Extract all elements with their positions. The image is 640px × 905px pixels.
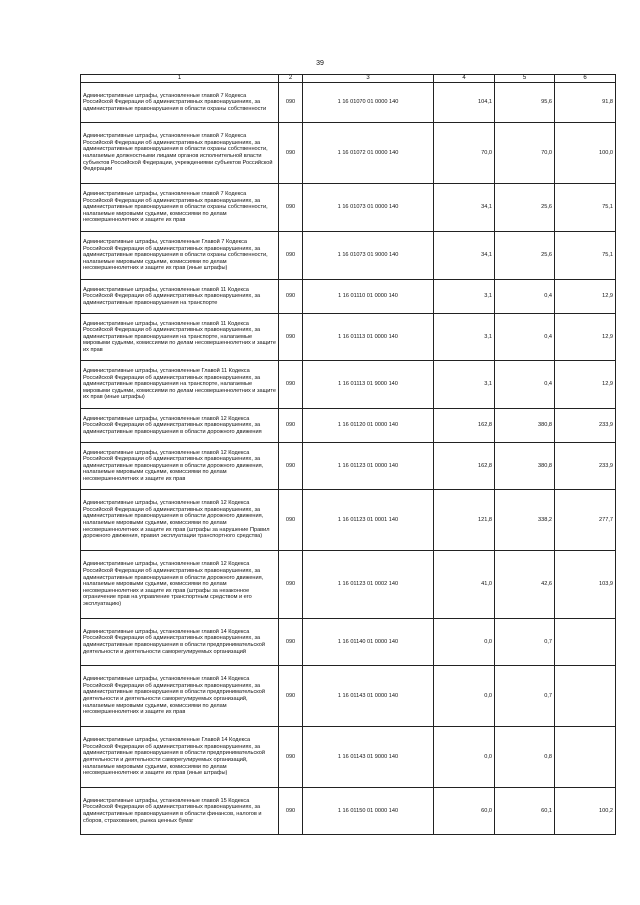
row-description: Административные штрафы, установленные главой 12 Кодекса Российской Федерации об административных правонарушениях, за административные правонарушения в области дорожного движения, налагаемые мировыми судьями, комиссиями по делам несовершеннолетних и защите их прав (штрафы за нарушение Правил дорожного движения, правил эксплуатации транспортного средства) [81, 490, 279, 551]
row-admin-code: 090 [279, 361, 303, 409]
row-description: Административные штрафы, установленные главой 12 Кодекса Российской Федерации об административных правонарушениях, за административные правонарушения в области дорожного движения, налагаемые мировыми судьями, комиссиями по делам несовершеннолетних и защите их прав [81, 443, 279, 490]
row-description: Административные штрафы, установленные главой 11 Кодекса Российской Федерации об административных правонарушениях, за административные правонарушения на транспорте [81, 280, 279, 314]
row-admin-code: 090 [279, 232, 303, 280]
row-admin-code: 090 [279, 314, 303, 361]
row-admin-code: 090 [279, 184, 303, 232]
table-row [81, 361, 616, 409]
row-value-col6: 12,9 [555, 280, 616, 314]
row-value-col6: 233,9 [555, 409, 616, 443]
row-admin-code: 090 [279, 490, 303, 551]
row-value-col6: 12,9 [555, 361, 616, 409]
row-description: Административные штрафы, установленные Главой 11 Кодекса Российской Федерации об административных правонарушениях, за административные правонарушения на транспорте, налагаемые мировыми судьями, комиссиями по делам несовершеннолетних и защите их прав (иные штрафы) [81, 361, 279, 409]
row-value-col5: 25,6 [495, 184, 555, 232]
row-value-col5: 0,4 [495, 314, 555, 361]
row-value-col4: 0,0 [434, 666, 495, 727]
col-header-2: 2 [279, 75, 303, 83]
row-value-col4: 0,0 [434, 619, 495, 666]
row-value-col5: 95,6 [495, 83, 555, 123]
row-value-col5: 0,7 [495, 619, 555, 666]
row-value-col4: 70,0 [434, 123, 495, 184]
row-value-col5: 380,8 [495, 443, 555, 490]
row-kbk-code: 1 16 01140 01 0000 140 [303, 619, 434, 666]
table-row [81, 443, 616, 490]
row-value-col6: 100,2 [555, 788, 616, 835]
table-row [81, 83, 616, 123]
table-row [81, 788, 616, 835]
row-kbk-code: 1 16 01123 01 0002 140 [303, 551, 434, 619]
row-value-col5: 0,4 [495, 361, 555, 409]
column-number-row [81, 75, 616, 83]
row-kbk-code: 1 16 01143 01 9000 140 [303, 727, 434, 788]
row-value-col4: 162,8 [434, 443, 495, 490]
row-value-col6: 12,9 [555, 314, 616, 361]
row-value-col5: 42,6 [495, 551, 555, 619]
row-kbk-code: 1 16 01072 01 0000 140 [303, 123, 434, 184]
row-value-col4: 3,1 [434, 361, 495, 409]
row-value-col5: 70,0 [495, 123, 555, 184]
row-kbk-code: 1 16 01113 01 9000 140 [303, 361, 434, 409]
row-value-col4: 34,1 [434, 232, 495, 280]
table-row [81, 184, 616, 232]
table-row [81, 232, 616, 280]
row-kbk-code: 1 16 01150 01 0000 140 [303, 788, 434, 835]
row-admin-code: 090 [279, 83, 303, 123]
row-admin-code: 090 [279, 619, 303, 666]
row-value-col5: 338,2 [495, 490, 555, 551]
row-description: Административные штрафы, установленные главой 15 Кодекса Российской Федерации об административных правонарушениях, за административные правонарушения в области финансов, налогов и сборов, страхования, рынка ценных бумаг [81, 788, 279, 835]
row-value-col5: 60,1 [495, 788, 555, 835]
row-value-col4: 3,1 [434, 280, 495, 314]
row-value-col6: 233,9 [555, 443, 616, 490]
col-header-6: 6 [555, 75, 616, 83]
table-row [81, 551, 616, 619]
table-row [81, 409, 616, 443]
row-value-col6: 75,1 [555, 184, 616, 232]
row-description: Административные штрафы, установленные главой 12 Кодекса Российской Федерации об административных правонарушениях, за административные правонарушения в области дорожного движения [81, 409, 279, 443]
row-admin-code: 090 [279, 727, 303, 788]
row-kbk-code: 1 16 01123 01 0001 140 [303, 490, 434, 551]
row-value-col4: 162,8 [434, 409, 495, 443]
table-row [81, 619, 616, 666]
row-kbk-code: 1 16 01110 01 0000 140 [303, 280, 434, 314]
row-value-col5: 0,8 [495, 727, 555, 788]
row-admin-code: 090 [279, 409, 303, 443]
row-value-col6 [555, 619, 616, 666]
table-row [81, 314, 616, 361]
row-value-col4: 41,0 [434, 551, 495, 619]
page-number: 39 [316, 60, 324, 67]
row-value-col5: 0,4 [495, 280, 555, 314]
row-kbk-code: 1 16 01123 01 0000 140 [303, 443, 434, 490]
row-kbk-code: 1 16 01073 01 0000 140 [303, 184, 434, 232]
row-kbk-code: 1 16 01073 01 9000 140 [303, 232, 434, 280]
row-value-col5: 380,8 [495, 409, 555, 443]
row-value-col6: 75,1 [555, 232, 616, 280]
col-header-4: 4 [434, 75, 495, 83]
row-description: Административные штрафы, установленные главой 14 Кодекса Российской Федерации об административных правонарушениях, за административные правонарушения в области предпринимательской деятельности и деятельности саморегулируемых организаций, налагаемые мировыми судьями, комиссиями по делам несовершеннолетних и защите их прав [81, 666, 279, 727]
row-value-col4: 60,0 [434, 788, 495, 835]
row-value-col4: 0,0 [434, 727, 495, 788]
row-admin-code: 090 [279, 280, 303, 314]
row-admin-code: 090 [279, 666, 303, 727]
row-kbk-code: 1 16 01070 01 0000 140 [303, 83, 434, 123]
table-row [81, 280, 616, 314]
row-value-col6 [555, 666, 616, 727]
col-header-1: 1 [81, 75, 279, 83]
row-value-col4: 104,1 [434, 83, 495, 123]
row-admin-code: 090 [279, 551, 303, 619]
row-value-col4: 121,8 [434, 490, 495, 551]
row-value-col4: 3,1 [434, 314, 495, 361]
table-row [81, 727, 616, 788]
row-description: Административные штрафы, установленные Главой 14 Кодекса Российской Федерации об административных правонарушениях, за административные правонарушения в области предпринимательской деятельности и деятельности саморегулируемых организаций, налагаемые мировыми судьями, комиссиями по делам несовершеннолетних и защите их прав (иные штрафы) [81, 727, 279, 788]
row-description: Административные штрафы, установленные главой 7 Кодекса Российской Федерации об административных правонарушениях, за административные правонарушения в области охраны собственности [81, 83, 279, 123]
row-description: Административные штрафы, установленные главой 7 Кодекса Российской Федерации об административных правонарушениях, за административные правонарушения в области охраны собственности, налагаемые должностными лицами органов исполнительной власти субъектов Российской Федерации, учреждениями субъектов Российской Федерации [81, 123, 279, 184]
row-description: Административные штрафы, установленные Главой 7 Кодекса Российской Федерации об административных правонарушениях, за административные правонарушения в области охраны собственности, налагаемые мировыми судьями, комиссиями по делам несовершеннолетних и защите их прав (иные штрафы) [81, 232, 279, 280]
row-value-col6: 103,9 [555, 551, 616, 619]
row-description: Административные штрафы, установленные главой 7 Кодекса Российской Федерации об административных правонарушениях, за административные правонарушения в области охраны собственности, налагаемые мировыми судьями, комиссиями по делам несовершеннолетних и защите их прав [81, 184, 279, 232]
col-header-5: 5 [495, 75, 555, 83]
budget-table [80, 74, 616, 835]
table-row [81, 123, 616, 184]
row-value-col6: 91,8 [555, 83, 616, 123]
table-row [81, 490, 616, 551]
row-value-col5: 0,7 [495, 666, 555, 727]
row-admin-code: 090 [279, 123, 303, 184]
table-row [81, 666, 616, 727]
row-admin-code: 090 [279, 443, 303, 490]
row-admin-code: 090 [279, 788, 303, 835]
row-kbk-code: 1 16 01120 01 0000 140 [303, 409, 434, 443]
col-header-3: 3 [303, 75, 434, 83]
row-kbk-code: 1 16 01113 01 0000 140 [303, 314, 434, 361]
row-kbk-code: 1 16 01143 01 0000 140 [303, 666, 434, 727]
row-description: Административные штрафы, установленные главой 12 Кодекса Российской Федерации об административных правонарушениях, за административные правонарушения в области дорожного движения, налагаемые мировыми судьями, комиссиями по делам несовершеннолетних и защите их прав (штрафы за незаконное ограничение прав на управление транспортным средством и его эксплуатацию) [81, 551, 279, 619]
row-description: Административные штрафы, установленные главой 11 Кодекса Российской Федерации об административных правонарушениях, за административные правонарушения на транспорте, налагаемые мировыми судьями, комиссиями по делам несовершеннолетних и защите их прав [81, 314, 279, 361]
row-value-col6: 277,7 [555, 490, 616, 551]
row-value-col5: 25,6 [495, 232, 555, 280]
row-value-col6: 100,0 [555, 123, 616, 184]
row-value-col6 [555, 727, 616, 788]
row-value-col4: 34,1 [434, 184, 495, 232]
row-description: Административные штрафы, установленные главой 14 Кодекса Российской Федерации об административных правонарушениях, за административные правонарушения в области предпринимательской деятельности и деятельности саморегулируемых организаций [81, 619, 279, 666]
